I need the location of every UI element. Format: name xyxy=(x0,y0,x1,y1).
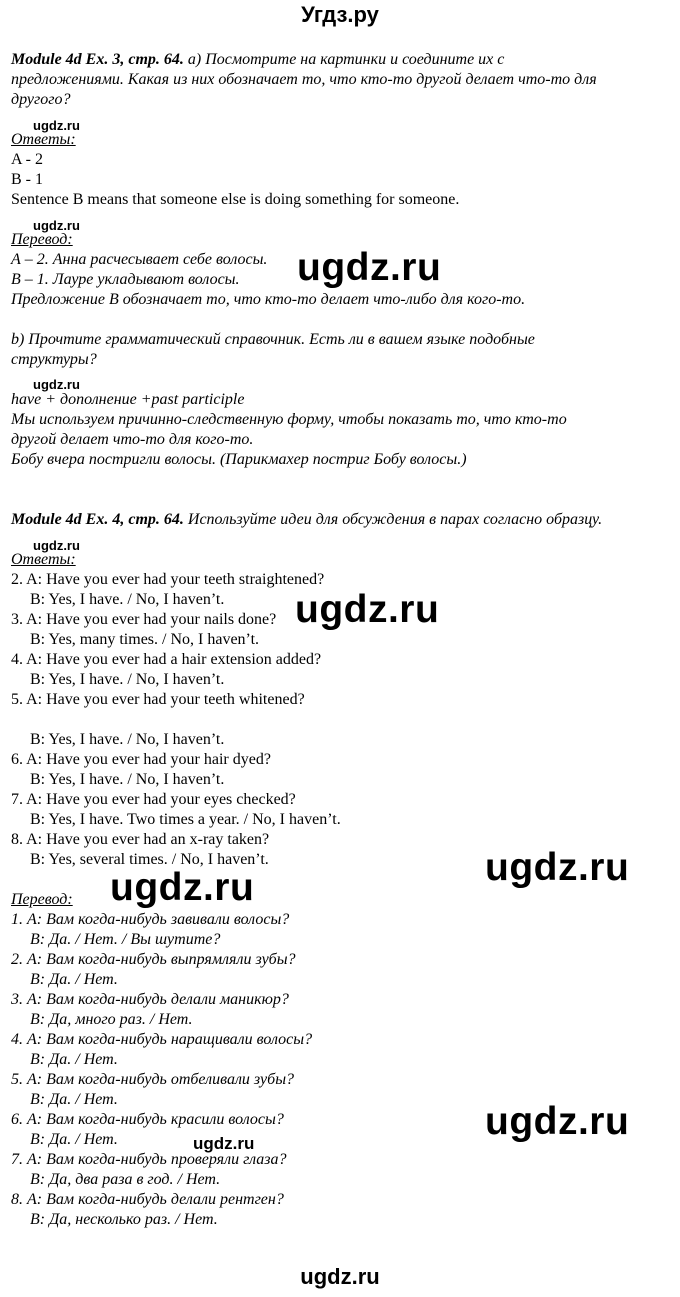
watermark-large: ugdz.ru xyxy=(297,246,442,289)
ex4-answer-line: 8. A: Have you ever had an x-ray taken? xyxy=(11,831,270,848)
ex3-task-b-answer: Бобу вчера постригли волосы. (Парикмахер постриг Бобу волосы.) xyxy=(11,451,467,468)
ex4-translation-line: 7. А: Вам когда-нибудь проверяли глаза? xyxy=(11,1151,287,1168)
ex3-task-b-line2: структуры? xyxy=(11,351,97,368)
ex4-task: Используйте идеи для обсуждения в парах согласно образцу. xyxy=(187,511,603,528)
ex4-translation-line: 2. А: Вам когда-нибудь выпрямляли зубы? xyxy=(11,951,296,968)
watermark-large: ugdz.ru xyxy=(485,1100,630,1143)
ex3-task-b-answer: Мы используем причинно-следственную форму, чтобы показать то, что кто-то xyxy=(11,411,567,428)
ex4-answer-line: 3. A: Have you ever had your nails done? xyxy=(11,611,277,628)
ex4-answer-line: B: Yes, I have. / No, I haven’t. xyxy=(30,771,225,788)
watermark-large: ugdz.ru xyxy=(110,866,255,909)
ex4-translation-line: В: Да. / Нет. / Вы шутите? xyxy=(30,931,221,948)
ex3-answer-line: A - 2 xyxy=(11,151,43,168)
ex4-answer-line: 6. A: Have you ever had your hair dyed? xyxy=(11,751,271,768)
ex3-task-a-line1 xyxy=(11,50,504,70)
ex4-answer-line: 4. A: Have you ever had a hair extension added? xyxy=(11,651,322,668)
watermark-small: ugdz.ru xyxy=(33,538,80,553)
ex4-translation-line: В: Да, два раза в год. / Нет. xyxy=(30,1171,221,1188)
watermark-small: ugdz.ru xyxy=(33,118,80,133)
watermark-small: ugdz.ru xyxy=(33,218,80,233)
ex4-answer-line: B: Yes, I have. / No, I haven’t. xyxy=(30,591,225,608)
ex4-answer-line: B: Yes, many times. / No, I haven’t. xyxy=(30,631,260,648)
ex4-translation-line: В: Да. / Нет. xyxy=(30,1091,118,1108)
ex4-translation-line: В: Да. / Нет. xyxy=(30,971,118,988)
ex4-answer-line: B: Yes, several times. / No, I haven’t. xyxy=(30,851,269,868)
ex4-translation-line: 4. А: Вам когда-нибудь наращивали волосы? xyxy=(11,1031,313,1048)
ex3-task-a-line3: другого? xyxy=(11,91,71,108)
ex3-heading: Module 4d Ex. 3, стр. 64. xyxy=(11,51,184,68)
ex3-translation-label: Перевод: xyxy=(11,231,73,248)
site-footer[interactable]: ugdz.ru xyxy=(300,1264,380,1289)
ex4-translation-line: 8. А: Вам когда-нибудь делали рентген? xyxy=(11,1191,284,1208)
ex4-task-line xyxy=(11,510,602,530)
ex4-translation-line: 5. А: Вам когда-нибудь отбеливали зубы? xyxy=(11,1071,295,1088)
site-title: Угдз.ру xyxy=(301,2,379,27)
ex4-translation-line: 1. А: Вам когда-нибудь завивали волосы? xyxy=(11,911,290,928)
ex4-answer-line: B: Yes, I have. Two times a year. / No, I haven’t. xyxy=(30,811,341,828)
ex4-answer-line: 5. A: Have you ever had your teeth whitened? xyxy=(11,691,305,708)
ex3-translation-line: Предложение В обозначает то, что кто-то делает что-либо для кого-то. xyxy=(11,291,526,308)
watermark-large: ugdz.ru xyxy=(485,846,630,889)
ex3-answer-line: B - 1 xyxy=(11,171,43,188)
ex4-answer-line: B: Yes, I have. / No, I haven’t. xyxy=(30,671,225,688)
ex4-answer-line: 7. A: Have you ever had your eyes checked? xyxy=(11,791,296,808)
ex4-translation-line: В: Да. / Нет. xyxy=(30,1051,118,1068)
ex3-answer-line: Sentence B means that someone else is doing something for someone. xyxy=(11,191,460,208)
ex3-answers-label: Ответы: xyxy=(11,131,76,148)
ex3-task-b-answer: have + дополнение +past participle xyxy=(11,391,245,408)
ex4-translation-label: Перевод: xyxy=(11,891,73,908)
ex4-answer-line: 2. A: Have you ever had your teeth straightened? xyxy=(11,571,325,588)
ex4-heading: Module 4d Ex. 4, стр. 64. xyxy=(11,511,184,528)
ex4-translation-line: 3. А: Вам когда-нибудь делали маникюр? xyxy=(11,991,289,1008)
ex3-task-a-line2: предложениями. Какая из них обозначает то, что кто-то другой делает что-то для xyxy=(11,71,597,88)
ex4-translation-line: 6. А: Вам когда-нибудь красили волосы? xyxy=(11,1111,284,1128)
ex4-translation-line: В: Да, много раз. / Нет. xyxy=(30,1011,193,1028)
ex3-task-b-answer: другой делает что-то для кого-то. xyxy=(11,431,254,448)
ex3-task-a: а) Посмотрите на картинки и соедините их с xyxy=(187,51,505,68)
ex3-translation-line: А – 2. Анна расчесывает себе волосы. xyxy=(11,251,268,268)
watermark-small: ugdz.ru xyxy=(33,377,80,392)
ex4-answer-line: B: Yes, I have. / No, I haven’t. xyxy=(30,731,225,748)
ex4-answers-label: Ответы: xyxy=(11,551,76,568)
ex3-task-b-line1: b) Прочтите грамматический справочник. Есть ли в вашем языке подобные xyxy=(11,331,535,348)
watermark-large: ugdz.ru xyxy=(295,588,440,631)
watermark-small: ugdz.ru xyxy=(193,1134,255,1153)
ex4-translation-line: В: Да, несколько раз. / Нет. xyxy=(30,1211,218,1228)
ex4-translation-line: В: Да. / Нет. xyxy=(30,1131,118,1148)
ex3-translation-line: В – 1. Лауре укладывают волосы. xyxy=(11,271,240,288)
